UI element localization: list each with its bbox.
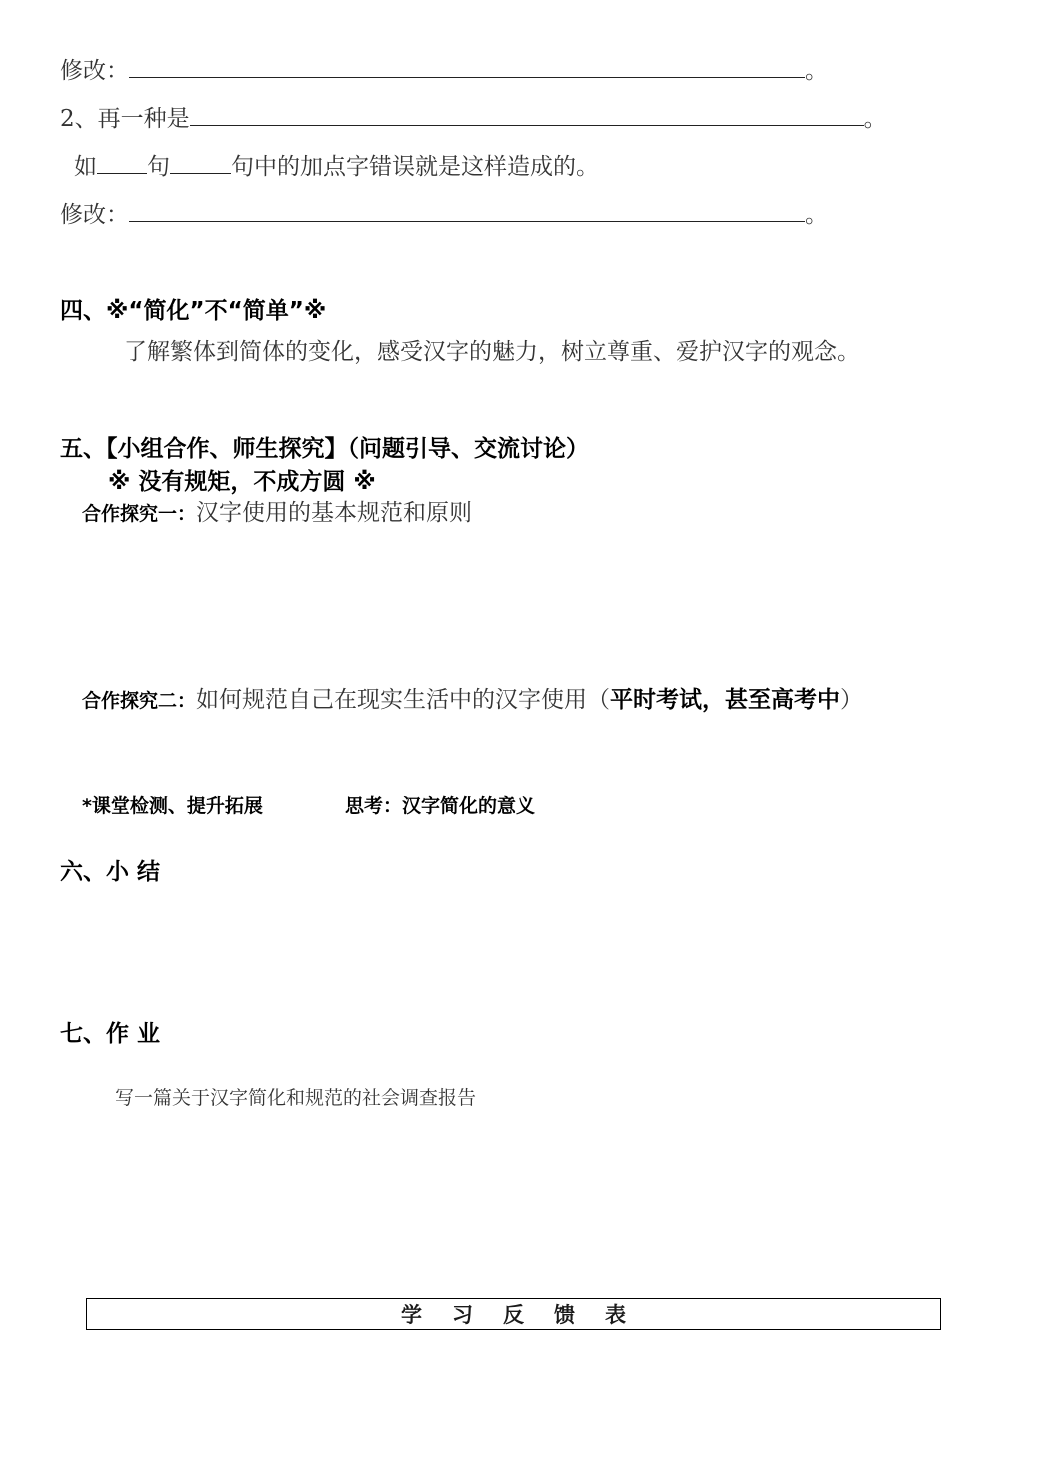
inquiry-1 bbox=[82, 502, 472, 525]
section-5-heading: 五、【小组合作、师生探究】（问题引导、交流讨论） bbox=[60, 436, 589, 462]
revision-line-2 bbox=[60, 202, 828, 227]
sentence-ref-suffix: 句中的加点字错误就是这样造成的。 bbox=[231, 154, 599, 180]
section-5-motto: ※ 没有规矩，不成方圆 ※ bbox=[108, 469, 376, 495]
think-prompt: 思考：汉字简化的意义 bbox=[345, 795, 536, 817]
line-end: 。 bbox=[805, 58, 828, 84]
inquiry-2-close: ） bbox=[840, 687, 864, 713]
homework-task: 写一篇关于汉字简化和规范的社会调查报告 bbox=[115, 1087, 477, 1109]
answer-blank[interactable] bbox=[190, 106, 864, 126]
answer-blank[interactable] bbox=[129, 202, 805, 222]
classroom-check: *课堂检测、提升拓展 bbox=[82, 795, 263, 817]
line-end: 。 bbox=[863, 106, 887, 132]
sentence-ref-mid: 句 bbox=[147, 154, 170, 180]
item-2-label: 2、再一种是 bbox=[60, 106, 190, 132]
revision-line-1 bbox=[60, 58, 828, 83]
sentence-number-blank-2[interactable] bbox=[170, 154, 231, 174]
sentence-ref-prefix: 如 bbox=[74, 154, 97, 180]
inquiry-2-label: 合作探究二： bbox=[82, 690, 197, 712]
feedback-title: 学习反馈表 bbox=[401, 1303, 656, 1327]
line-end: 。 bbox=[805, 202, 828, 228]
revision-label: 修改： bbox=[60, 58, 129, 84]
section-4-heading: 四、※“简化”不“简单”※ bbox=[60, 298, 327, 324]
feedback-table-header bbox=[86, 1298, 941, 1330]
section-6-heading: 六、小 结 bbox=[60, 859, 161, 885]
item-2-line bbox=[60, 106, 887, 131]
inquiry-2-text: 如何规范自己在现实生活中的汉字使用（ bbox=[196, 687, 611, 713]
answer-blank[interactable] bbox=[129, 58, 805, 78]
inquiry-2 bbox=[82, 689, 863, 712]
revision-label: 修改： bbox=[60, 202, 129, 228]
inquiry-1-text: 汉字使用的基本规范和原则 bbox=[196, 500, 473, 526]
inquiry-2-emphasis: 平时考试，甚至高考中 bbox=[610, 687, 841, 713]
sentence-ref-line bbox=[74, 154, 599, 179]
section-7-heading: 七、作 业 bbox=[60, 1021, 161, 1047]
inquiry-1-label: 合作探究一： bbox=[82, 503, 197, 525]
section-4-body: 了解繁体到简体的变化，感受汉字的魅力，树立尊重、爱护汉字的观念。 bbox=[124, 339, 860, 365]
sentence-number-blank-1[interactable] bbox=[97, 154, 147, 174]
